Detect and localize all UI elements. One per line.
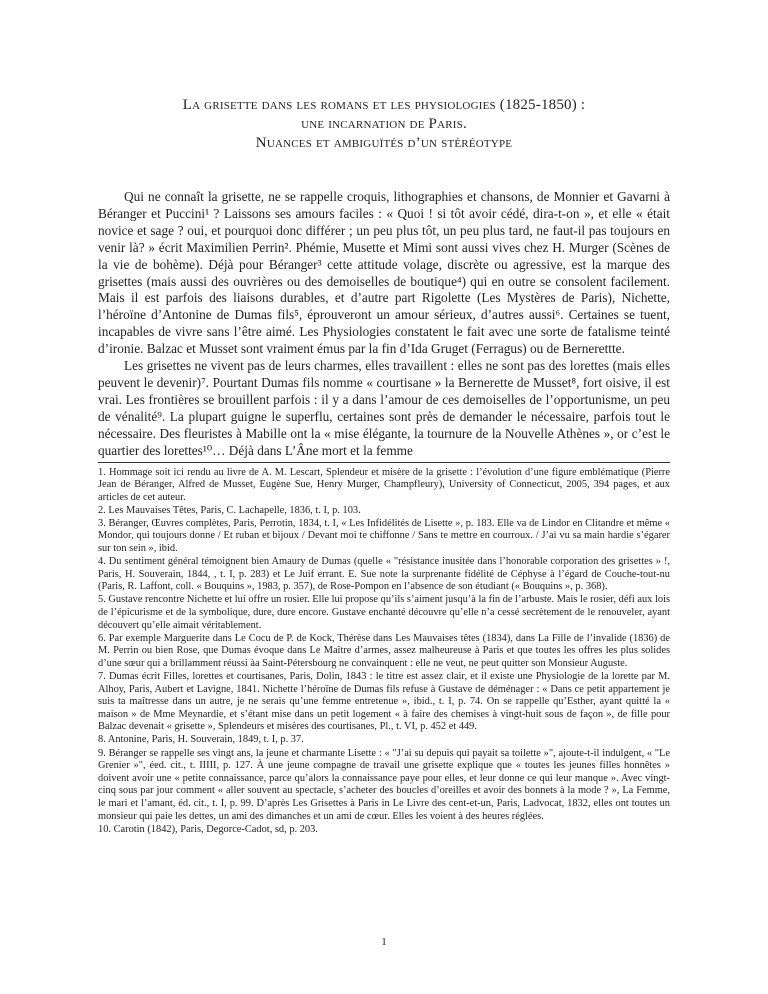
- title-line-3: Nuances et ambiguïtés d’un stéréotype: [255, 135, 513, 151]
- footnotes: [98, 467, 670, 837]
- article-title: [98, 96, 670, 153]
- body-text: [98, 189, 670, 460]
- footnote-8: 8. Antonine, Paris, H. Souverain, 1849, t. I, p. 37.: [98, 734, 304, 746]
- footnote-10: 10. Carotin (1842), Paris, Degorce-Cadot, sd, p. 203.: [98, 823, 318, 835]
- footnote-7: 7. Dumas écrit Filles, lorettes et courtisanes, Paris, Dolin, 1843 : le titre est assez clair, et il existe une Physiologie de la lorette par M. Alhoy, Paris, Aubert et Lavigne, 1841. Nichette l’héroïne de Dumas fils refuse à Gustave de déménager : « Dans ce petit appartement je suis ta maîtresse dans un autre, je ne serais qu’une femme entretenue », ibid., t. I, p. 74. On se rappelle qu’Esther, ayant quitté la « maison » de Mme Meynardie, et s’étant mise dans un petit logement « à faire des chemises à vingt-huit sous de façon », de fille pour Balzac devenait « grisette », Splendeurs et misères des courtisanes, Pl., t. VI, p. 452 et 449.: [98, 671, 670, 733]
- footnote-6: 6. Par exemple Marguerite dans Le Cocu de P. de Kock, Thérèse dans Les Mauvaises têtes (1834), dans La Fille de l’invalide (1836) de M. Perrin ou bien Rose, que Dumas évoque dans Le Maître d’armes, assez malheureuse à Paris et que toutes les offres les plus solides d’une sœur qui a brillamment réussi àa Saint-Pétersbourg ne convainquent : elle ne veut, ne peut quitter son Monsieur Auguste.: [98, 632, 670, 669]
- title-line-1: La grisette dans les romans et les physiologies (1825-1850) :: [182, 97, 586, 113]
- footnote-2: 2. Les Mauvaises Têtes, Paris, C. Lachapelle, 1836, t. I, p. 103.: [98, 504, 361, 516]
- footnote-divider: [98, 462, 670, 463]
- body-paragraph-2: Les grisettes ne vivent pas de leurs charmes, elles travaillent : elles ne sont pas des lorettes (mais elles peuvent le devenir)⁷. Pourtant Dumas fils nomme « courtisane » la Bernerette de Musset⁸, fort oisive, il est vrai. Les frontières se brouillent parfois : il y a dans l’amour de ces demoiselles de l’opportunisme, un peu de vénalité⁹. La plupart guigne le superflu, certaines sont près de demander le nécessaire, parfois tout le nécessaire. Des fleuristes à Mabille ont la « mise élégante, la tournure de la Nouvelle Athènes », or c’est le quartier des lorettes¹⁰… Déjà dans L’Âne mort et la femme: [98, 358, 670, 458]
- footnote-3: 3. Béranger, Œuvres complètes, Paris, Perrotin, 1834, t. I, « Les Infidélités de Lisette », p. 183. Elle va de Lindor en Clitandre et même « Mondor, qui toujours donne / Et ruban et bijoux / Devant moi te chiffonne / Sans te mettre en courroux. / J’ai vu sa main hardie s’égarer sur ton sein », ibid.: [98, 517, 670, 555]
- title-line-2: une incarnation de Paris.: [301, 116, 467, 132]
- body-paragraph-1: Qui ne connaît la grisette, ne se rappelle croquis, lithographies et chansons, de Monnier et Gavarni à Béranger et Puccini¹ ? Laissons ses amours faciles : « Quoi ! si tôt avoir cédé, dira-t-on », et elle « était novice et sage ? oui, et pourquoi donc différer ; un peu plus tôt, un peu plus tard, ne faut-il pas toujours en venir là? » écrit Maximilien Perrin². Phémie, Musette et Mimi sont aussi vives chez H. Murger (Scènes de la vie de bohème). Déjà pour Béranger³ cette attitude volage, discrète ou agressive, est la marque des grisettes (mais aussi des ouvrières ou des demoiselles de boutique⁴) qui en outre se consolent facilement. Mais il est parfois des liaisons durables, et d’autre part Rigolette (Les Mystères de Paris), Nichette, l’héroïne d’Antonine de Dumas fils⁵, éprouveront un amour sérieux, d’autres aussi⁶. Certaines se tuent, incapables de vivre sans l’être aimé. Les Physiologies constatent le fait avec une sorte de fatalisme teinté d’ironie. Balzac et Musset sont vraiment émus par la fin d’Ida Gruget (Ferragus) ou de Bernerettte.: [98, 189, 670, 357]
- footnote-1: 1. Hommage soit ici rendu au livre de A. M. Lescart, Splendeur et misère de la grisette : l’évolution d’une figure emblématique (Pierre Jean de Béranger, Alfred de Musset, Eugène Sue, Henry Murger, Champfleury), University of Connecticut, 2005, 394 pages, et aux articles de cet auteur.: [98, 466, 670, 503]
- footnote-9: 9. Béranger se rappelle ses vingt ans, la jeune et charmante Lisette : « "J’ai su depuis qui payait sa toilette »", ajoute-t-il indulgent, « "Le Grenier »", éed. cit., t. IIIII, p. 127. À une jeune compagne de travail une grisette explique que « toutes les jeunes filles honnêtes » doivent avoir une « petite connaissance, parce qu’alors la connaissance paye pour elles, et leur donne ce qui leur manque ». Avec vingt-cinq sous par jour comment « aller souvent au spectacle, s’acheter des boucles d’oreilles et avoir des bonnets à la mode ? », La Femme, le mari et l’amant, éd. cit., t. I, p. 99. D’après Les Grisettes à Paris in Le Livre des cent-et-un, Paris, Ladvocat, 1832, elles ont toutes un monsieur qui paie les dettes, un ami des dimanches et un ami de cœur. Elles les voient à des heures réglées.: [98, 747, 670, 822]
- page-number: 1: [381, 936, 387, 948]
- footnote-5: 5. Gustave rencontre Nichette et lui offre un rosier. Elle lui propose qu’ils s’aiment jusqu’à la fin de l’arbuste. Mais le rosier, défi aux lois de l’épicurisme et de la symbolique, dure, dure encore. Gustave enchanté découvre qu’elle n’a cessé secrètement de le renouveler, ayant découvert qu’elle aimait véritablement.: [98, 594, 670, 631]
- footnote-4: 4. Du sentiment général témoignent bien Amaury de Dumas (quelle « "résistance inusitée dans l’honorable corporation des grisettes » !, Paris, H. Souverain, 1844, , t. I, p. 283) et Le Juif errant. E. Sue note la surprenante fidélité de Céphyse à l’égard de Couche-tout-nu (Paris, R. Laffont, coll. « Bouquins », 1983, p. 357), de Rose-Pompon en l’absence de son étudiant (« Bouquins », p. 368).: [98, 556, 670, 593]
